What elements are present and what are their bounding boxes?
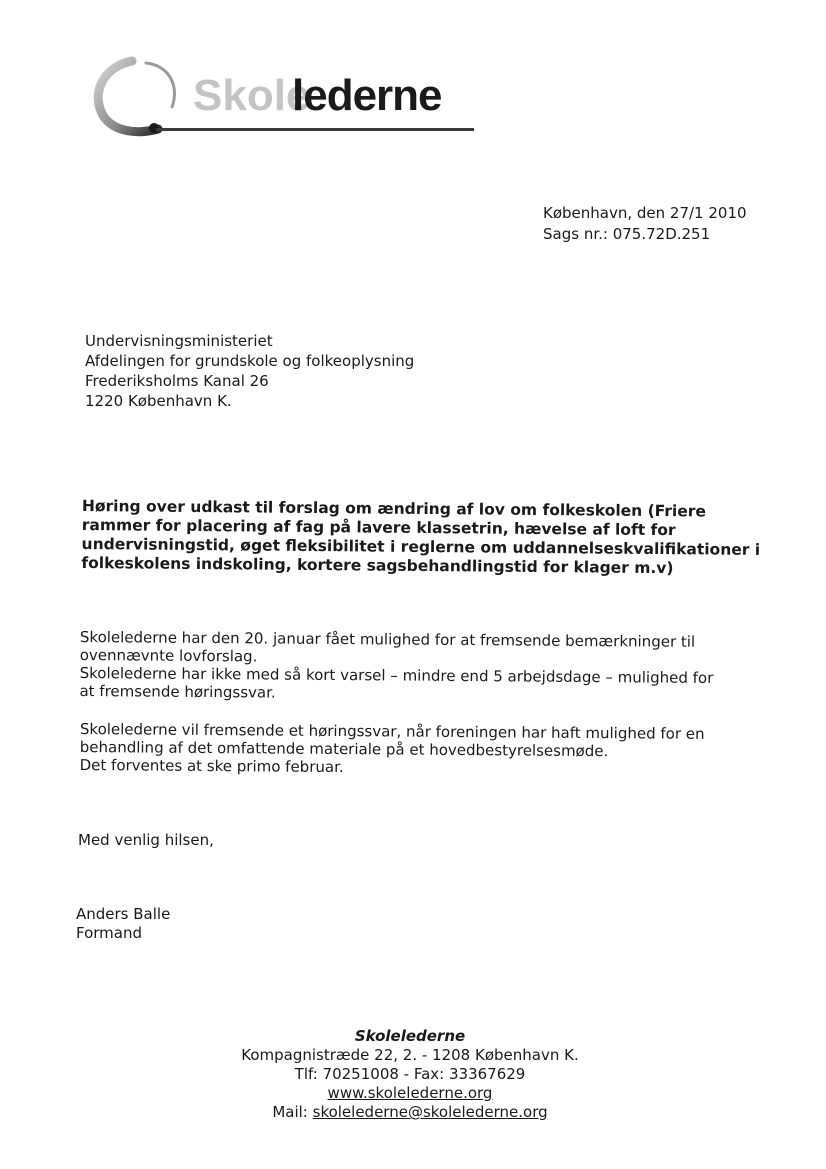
recipient-line: Undervisningsministeriet <box>85 332 273 350</box>
body-line: at fremsende høringssvar. <box>79 681 276 702</box>
logo-text-light: Skole <box>193 71 311 120</box>
subject-line: undervisningstid, øget fleksibilitet i reglerne om uddannelseskvalifikationer i <box>81 534 761 559</box>
footer-email-link[interactable]: skolelederne@skolelederne.org <box>312 1103 548 1121</box>
body-line: behandling af det omfattende materiale på et hovedbestyrelsesmøde. <box>79 737 609 761</box>
logo-underline <box>156 128 474 131</box>
organization-logo <box>88 55 488 145</box>
body-line: Skolelederne har ikke med så kort varsel – mindre end 5 arbejdsdage – mulighed for <box>79 663 714 687</box>
footer-mail-row <box>210 1103 610 1122</box>
footer-address: Kompagnistræde 22, 2. - 1208 København K. <box>241 1046 579 1064</box>
case-number: Sags nr.: 075.72D.251 <box>543 225 711 243</box>
footer-org-name: Skolelederne <box>354 1027 466 1045</box>
recipient-address <box>85 331 414 411</box>
body-line: Skolelederne har den 20. januar fået mulighed for at fremsende bemærkninger til <box>79 628 696 651</box>
subject-heading <box>81 497 772 579</box>
signer-title: Formand <box>76 924 143 942</box>
closing-salutation: Med venlig hilsen, <box>78 831 214 849</box>
letter-footer <box>210 1027 610 1122</box>
signature-block <box>76 905 170 943</box>
recipient-line: Afdelingen for grundskole og folkeoplysning <box>85 352 415 370</box>
body-line: ovennævnte lovforslag. <box>79 645 258 666</box>
logo-swoosh-icon <box>88 55 208 145</box>
date-block <box>543 203 747 245</box>
body-paragraph-1 <box>79 628 770 705</box>
logo-text-dark: lederne <box>292 71 442 120</box>
body-line: Det forventes at ske primo februar. <box>79 755 344 777</box>
body-paragraph-2 <box>80 720 770 779</box>
signer-name: Anders Balle <box>76 905 171 923</box>
body-line: Skolelederne vil fremsende et høringssvar, når foreningen har haft mulighed for en <box>79 720 705 743</box>
footer-website-link[interactable]: www.skolelederne.org <box>327 1084 493 1102</box>
subject-line: rammer for placering af fag på lavere klassetrin, hævelse af loft for <box>81 515 676 540</box>
date-line: København, den 27/1 2010 <box>543 204 747 222</box>
footer-phone: Tlf: 70251008 - Fax: 33367629 <box>294 1065 526 1083</box>
recipient-line: Frederiksholms Kanal 26 <box>85 372 269 390</box>
subject-line: folkeskolens indskoling, kortere sagsbehandlingstid for klager m.v) <box>81 553 674 578</box>
subject-line: Høring over udkast til forslag om ændring af lov om folkeskolen (Friere <box>81 497 707 521</box>
footer-mail-label: Mail: <box>272 1103 313 1121</box>
recipient-line: 1220 København K. <box>85 392 232 410</box>
